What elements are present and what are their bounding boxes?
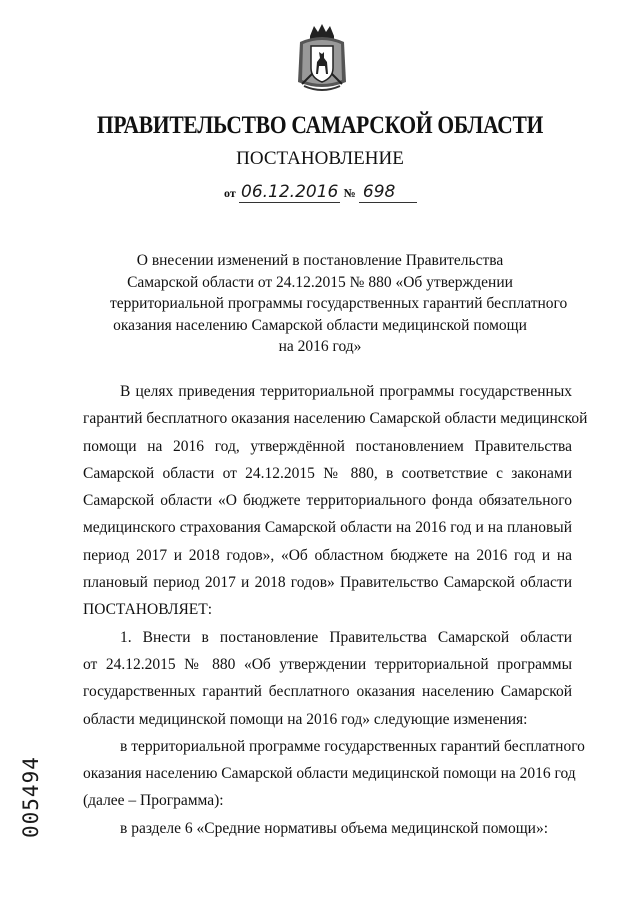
subject-line: на 2016 год» bbox=[278, 338, 362, 355]
number-value: 698 bbox=[359, 182, 417, 203]
body-line: области медицинской помощи на 2016 год» следующие изменения: bbox=[83, 710, 528, 728]
body-line: гарантий бесплатного оказания населению Самарской области медицинской bbox=[83, 410, 588, 428]
subject-line: О внесении изменений в постановление Правительства bbox=[136, 252, 504, 269]
body-line: в разделе 6 «Средние нормативы объема медицинской помощи»: bbox=[120, 819, 548, 837]
body-line: от 24.12.2015 № 880 «Об утверждении территориальной программы bbox=[83, 655, 572, 673]
date-number-line bbox=[224, 182, 417, 202]
subject-line: Самарской области от 24.12.2015 № 880 «Об утверждении bbox=[127, 273, 513, 291]
number-sign: № bbox=[343, 186, 356, 200]
body-line: Самарской области от 24.12.2015 № 880, в соответствие с законами bbox=[83, 464, 572, 482]
body-line: в территориальной программе государственных гарантий бесплатного bbox=[120, 737, 585, 755]
body-line: медицинского страхования Самарской области на 2016 год и на плановый bbox=[83, 519, 572, 537]
margin-registration-number: 005494 bbox=[19, 756, 43, 838]
government-title: ПРАВИТЕЛЬСТВО САМАРСКОЙ ОБЛАСТИ bbox=[96, 112, 544, 139]
subject-line: территориальной программы государственных гарантий бесплатного bbox=[110, 295, 568, 312]
coat-of-arms-icon bbox=[296, 22, 348, 94]
body-line: плановый период 2017 и 2018 годов» Правительство Самарской области bbox=[83, 574, 572, 592]
date-prefix: от bbox=[224, 186, 236, 200]
body-line: государственных гарантий бесплатного оказания населению Самарской bbox=[83, 683, 572, 701]
body-line: ПОСТАНОВЛЯЕТ: bbox=[83, 601, 213, 619]
document-body bbox=[83, 378, 588, 842]
body-line: 1. Внести в постановление Правительства Самарской области bbox=[120, 628, 572, 646]
body-line: Самарской области «О бюджете территориального фонда обязательного bbox=[83, 492, 572, 510]
body-line: (далее – Программа): bbox=[83, 792, 224, 810]
body-line: помощи на 2016 год, утверждённой постановлением Правительства bbox=[83, 437, 572, 455]
subject-line: оказания населению Самарской области медицинской помощи bbox=[113, 316, 527, 334]
date-value: 06.12.2016 bbox=[241, 182, 339, 202]
document-subject bbox=[110, 250, 568, 358]
body-line: В целях приведения территориальной программы государственных bbox=[120, 383, 572, 400]
body-line: оказания населению Самарской области медицинской помощи на 2016 год bbox=[83, 765, 576, 783]
body-line: период 2017 и 2018 годов», «Об областном бюджете на 2016 год и на bbox=[83, 546, 572, 564]
document-type: ПОСТАНОВЛЕНИЕ bbox=[236, 148, 404, 169]
